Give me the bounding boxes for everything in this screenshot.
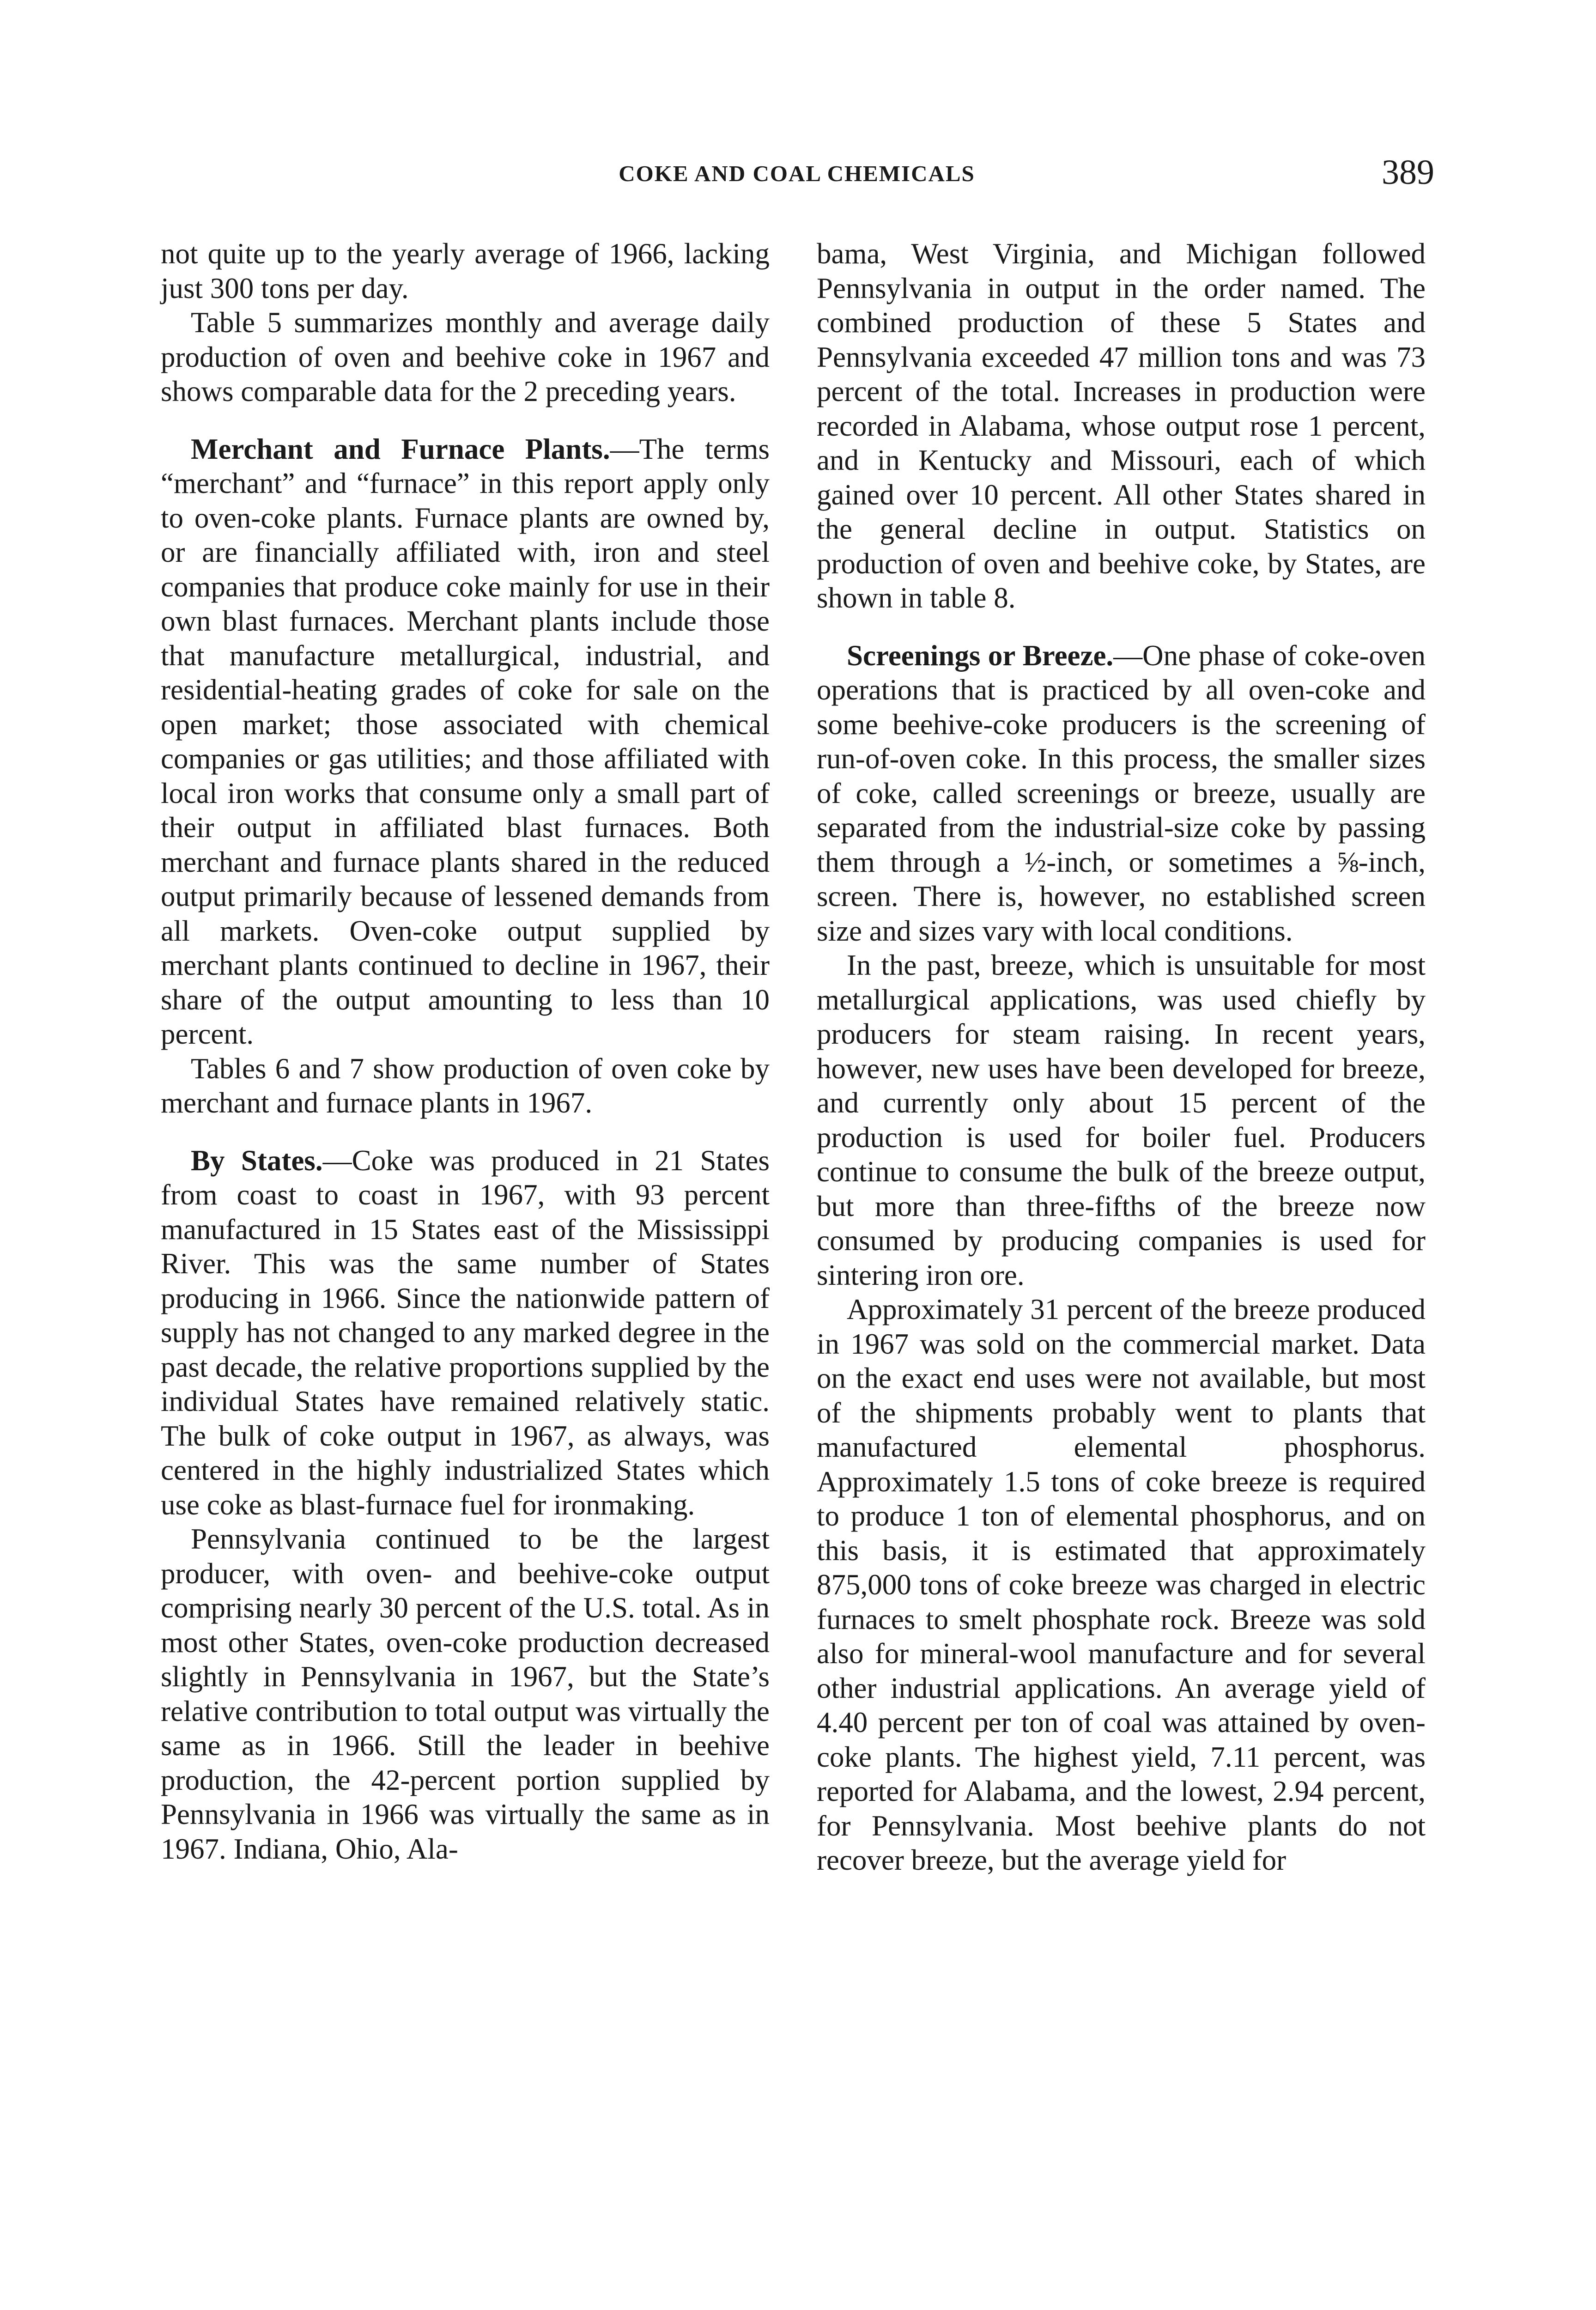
paragraph-merchant-furnace xyxy=(161,432,770,1052)
paragraph-states-continuation: bama, West Virginia, and Michigan followed Pennsylvania in output in the order named. The combined production of these 5 States and Pennsylvania exceeded 47 million tons and was 73 percent of the total. Increases in production were recorded in Alabama, whose output rose 1 percent, and in Kentucky and Missouri, each of which gained over 10 percent. All other States shared in the general decline in output. Statistics on production of oven and beehive coke, by States, are shown in table 8. xyxy=(817,237,1426,614)
section-heading-screenings-breeze: Screenings or Breeze. xyxy=(847,639,1114,672)
paragraph-pennsylvania: Pennsylvania continued to be the largest producer, with oven- and beehive-coke output comprising nearly 30 percent of the U.S. total. As in most other States, oven-coke production decreased slightly in Pennsylvania in 1967, but the State’s relative contribution to total output was virtually the same as in 1966. Still the leader in beehive production, the 42-percent portion supplied by Pennsylvania in 1966 was virtually the same as in 1967. Indiana, Ohio, Ala- xyxy=(161,1523,770,1865)
paragraph-table5: Table 5 summarizes monthly and average daily production of oven and beehive coke in 1967 and shows comparable data for the 2 preceding years. xyxy=(161,306,770,407)
paragraph-by-states-body: —Coke was produced in 21 States from coast to coast in 1967, with 93 percent manufactured in 15 States east of the Mississippi River. This was the same number of States producing in 1966. Since the nationwide pattern of supply has not changed to any marked degree in the past decade, the relative proportions supplied by the individual States have remained relatively static. The bulk of coke output in 1967, as always, was centered in the highly industrialized States which use coke as blast-furnace fuel for ironmaking. xyxy=(161,1144,770,1521)
page-header xyxy=(159,155,1434,206)
running-title: COKE AND COAL CHEMICALS xyxy=(619,161,975,186)
paragraph-merchant-furnace-body: —The terms “merchant” and “furnace” in this report apply only to oven-coke plants. Furnace plants are owned by, or are financially affiliated with, iron and steel companies that produce coke mainly for use in their own blast furnaces. Merchant plants include those that manufacture metallurgical, industrial, and residential-heating grades of coke for sale on the open market; those associated with chemical companies or gas utilities; and those affiliated with local iron works that consume only a small part of their output in affiliated blast furnaces. Both merchant and furnace plants shared in the reduced output primarily because of lessened demands from all markets. Oven-coke output supplied by merchant plants continued to decline in 1967, their share of the output amounting to less than 10 percent. xyxy=(161,432,770,1050)
section-heading-merchant-furnace: Merchant and Furnace Plants. xyxy=(191,432,610,465)
paragraph-breeze-uses: In the past, breeze, which is unsuitable for most metallurgical applications, was used chiefly by producers for steam raising. In recent years, however, new uses have been developed for breeze, and currently only about 15 percent of the production is used for boiler fuel. Producers continue to consume the bulk of the breeze output, but more than three-fifths of the breeze now consumed by producing companies is used for sintering iron ore. xyxy=(817,949,1426,1291)
page-number: 389 xyxy=(1382,153,1434,192)
left-column xyxy=(161,237,770,1866)
section-heading-by-states: By States. xyxy=(191,1144,323,1177)
paragraph-tables-6-7: Tables 6 and 7 show production of oven coke by merchant and furnace plants in 1967. xyxy=(161,1052,770,1119)
paragraph-continuation: not quite up to the yearly average of 1966, lacking just 300 tons per day. xyxy=(161,237,770,304)
right-column xyxy=(817,237,1426,1878)
paragraph-screenings-breeze-body: —One phase of coke-oven operations that is practiced by all oven-coke and some beehive-coke producers is the screening of run-of-oven coke. In this process, the smaller sizes of coke, called screenings or breeze, usually are separated from the industrial-size coke by passing them through a ½-inch, or sometimes a ⅝-inch, screen. There is, however, no established screen size and sizes vary with local conditions. xyxy=(817,639,1426,947)
paragraph-by-states xyxy=(161,1143,770,1522)
paragraph-screenings-breeze xyxy=(817,638,1426,948)
paragraph-breeze-market: Approximately 31 percent of the breeze produced in 1967 was sold on the commercial market. Data on the exact end uses were not available, but most of the shipments probably went to plants that manufactured elemental phosphorus. Approximately 1.5 tons of coke breeze is required to produce 1 ton of elemental phosphorus, and on this basis, it is estimated that approximately 875,000 tons of coke breeze was charged in electric furnaces to smelt phosphate rock. Breeze was sold also for mineral-wool manufacture and for several other industrial applications. An average yield of 4.40 percent per ton of coal was attained by oven-coke plants. The highest yield, 7.11 percent, was reported for Alabama, and the lowest, 2.94 percent, for Pennsylvania. Most beehive plants do not recover breeze, but the average yield for xyxy=(817,1293,1426,1876)
